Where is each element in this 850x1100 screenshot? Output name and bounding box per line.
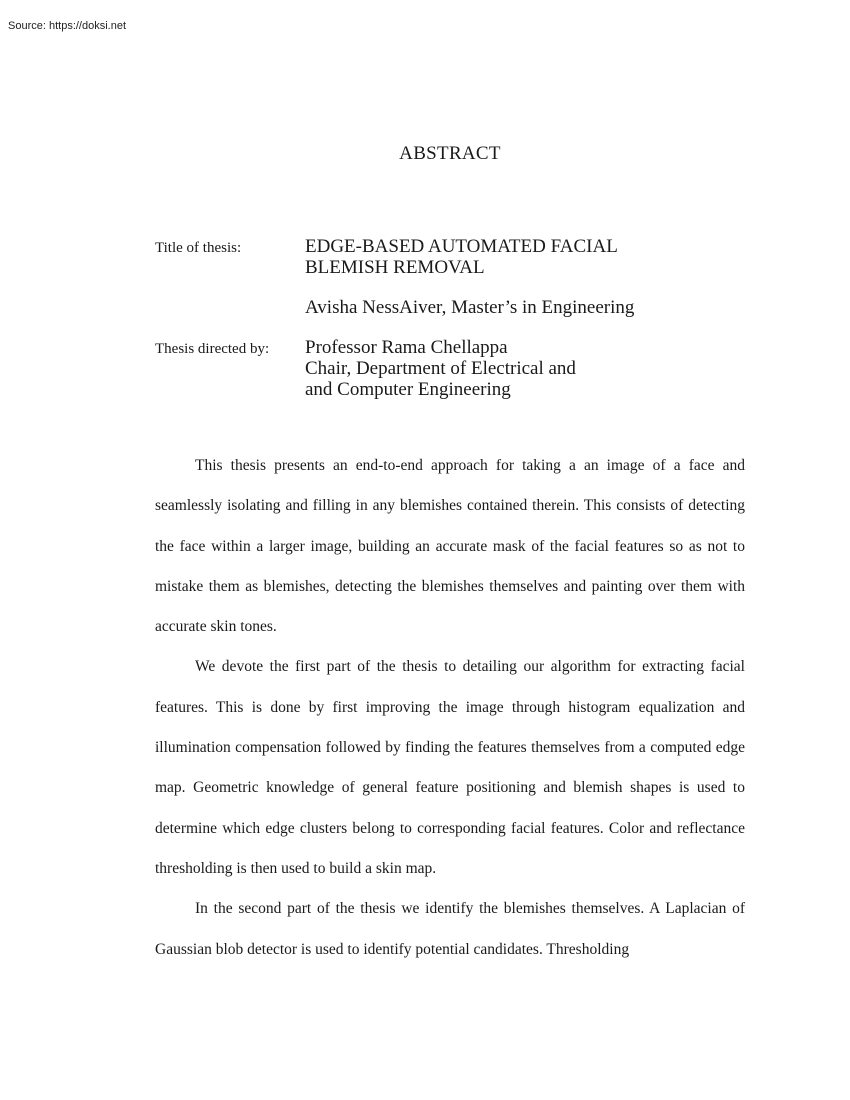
director-line-1: Professor Rama Chellappa [305, 337, 508, 358]
director-line-3: and Computer Engineering [305, 379, 511, 400]
thesis-director [305, 337, 576, 400]
author-line: Avisha NessAiver, Master’s in Engineering [305, 297, 635, 318]
thesis-title-line-1: EDGE-BASED AUTOMATED FACIAL [305, 236, 618, 257]
abstract-body [155, 446, 745, 970]
abstract-paragraph-1: This thesis presents an end-to-end approach for taking a an image of a face and seamlessly isolating and filling in any blemishes contained therein. This consists of detecting the face within a larger image, building an accurate mask of the facial features so as not to mistake them as blemishes, detecting the blemishes themselves and painting over them with accurate skin tones. [155, 457, 745, 636]
abstract-paragraph-2: We devote the first part of the thesis to detailing our algorithm for extracting facial features. This is done by first improving the image through histogram equalization and illumination compensation followed by finding the features themselves from a computed edge map. Geometric knowledge of general feature positioning and blemish shapes is used to determine which edge clusters belong to corresponding facial features. Color and reflectance thresholding is then used to build a skin map. [155, 658, 745, 877]
director-line-2: Chair, Department of Electrical and [305, 358, 576, 379]
title-label: Title of thesis: [155, 240, 242, 256]
thesis-title [305, 236, 618, 278]
source-watermark: Source: https://doksi.net [8, 20, 127, 32]
director-label: Thesis directed by: [155, 341, 270, 357]
abstract-heading: ABSTRACT [399, 143, 501, 164]
abstract-paragraph-3: In the second part of the thesis we identify the blemishes themselves. A Laplacian of Gaussian blob detector is used to identify potential candidates. Thresholding [155, 900, 745, 958]
thesis-title-line-2: BLEMISH REMOVAL [305, 257, 485, 278]
